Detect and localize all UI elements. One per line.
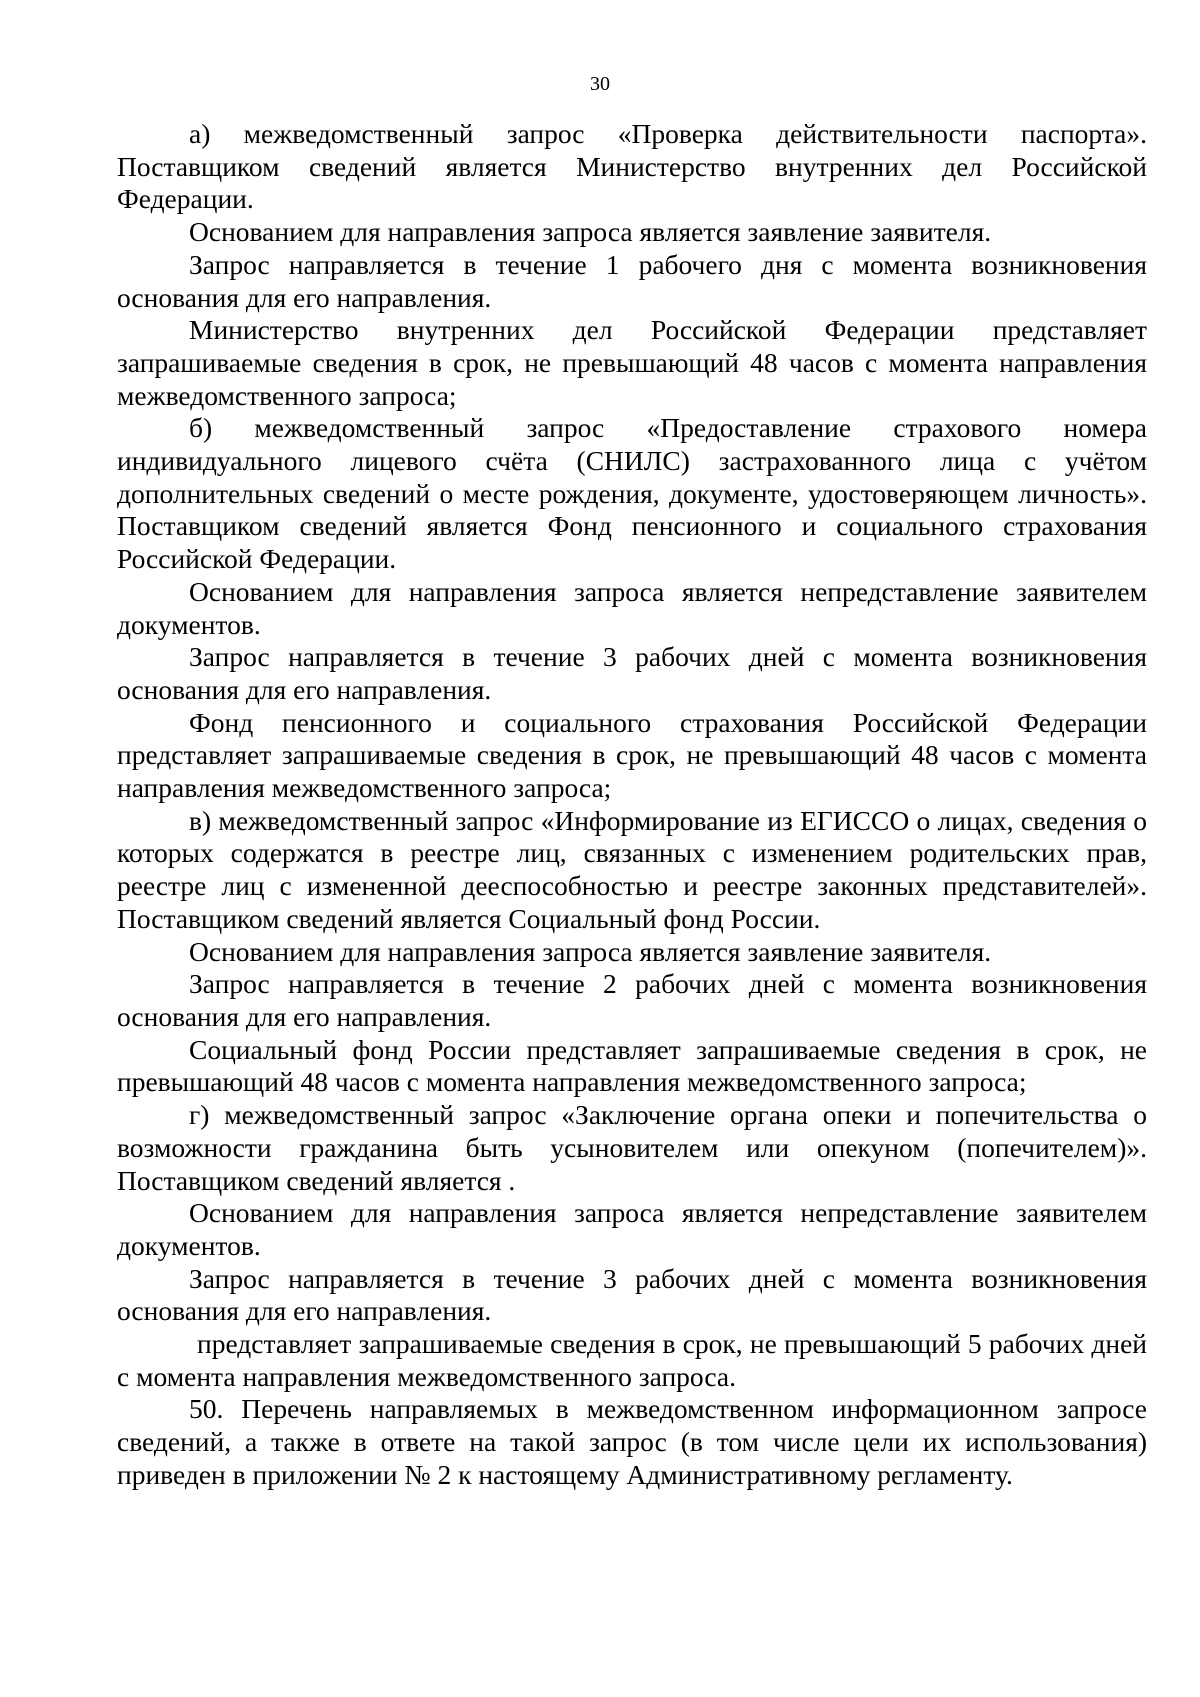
paragraph-basis: Основанием для направления запроса является заявление заявителя.: [189, 935, 992, 967]
paragraph-basis: Основанием для направления запроса является заявление заявителя.: [189, 216, 992, 248]
paragraph-a-passport-request: а) межведомственный запрос «Проверка действительности паспорта». Поставщиком сведений является Министерство внутренних дел Российской Федерации.: [117, 118, 1147, 215]
paragraph-deadline: Запрос направляется в течение 2 рабочих дней с момента возникновения основания для его направления.: [117, 968, 1147, 1032]
paragraph-v-egisso-request: в) межведомственный запрос «Информирование из ЕГИССО о лицах, сведения о которых содержатся в реестре лиц, связанных с изменением родительских прав, реестре лиц с измененной дееспособностью и реестре законных представителей». Поставщиком сведений является Социальный фонд России.: [117, 804, 1147, 934]
paragraph-deadline: Запрос направляется в течение 1 рабочего дня с момента возникновения основания для его направления.: [117, 248, 1147, 313]
paragraph-deadline: Запрос направляется в течение 3 рабочих дней с момента возникновения основания для его направления.: [117, 1262, 1147, 1327]
paragraph-g-guardianship-request: г) межведомственный запрос «Заключение органа опеки и попечительства о возможности гражданина быть усыновителем или опекуном (попечителем)». Поставщиком сведений является .: [117, 1099, 1147, 1196]
paragraph-response-term: представляет запрашиваемые сведения в срок, не превышающий 5 рабочих дней с момента направления межведомственного запроса.: [117, 1328, 1147, 1392]
document-body: [117, 118, 1147, 1492]
paragraph-50-list-of-data: 50. Перечень направляемых в межведомственном информационном запросе сведений, а также в ответе на такой запрос (в том числе цели их использования) приведен в приложении № 2 к настоящему Административному регламенту.: [117, 1393, 1147, 1490]
paragraph-basis: Основанием для направления запроса является непредставление заявителем документов.: [117, 575, 1147, 640]
paragraph-deadline: Запрос направляется в течение 3 рабочих дней с момента возникновения основания для его направления.: [117, 641, 1147, 705]
paragraph-response-term: Министерство внутренних дел Российской Федерации представляет запрашиваемые сведения в срок, не превышающий 48 часов с момента направления межведомственного запроса;: [117, 314, 1147, 411]
paragraph-response-term: Фонд пенсионного и социального страхования Российской Федерации представляет запрашиваемые сведения в срок, не превышающий 48 часов с момента направления межведомственного запроса;: [117, 706, 1147, 804]
page-number: 30: [590, 73, 610, 95]
paragraph-b-snils-request: б) межведомственный запрос «Предоставление страхового номера индивидуального лицевого счёта (СНИЛС) застрахованного лица с учётом дополнительных сведений о месте рождения, документе, удостоверяющем личность». Поставщиком сведений является Фонд пенсионного и социального страхования Российской Федерации.: [117, 412, 1147, 575]
paragraph-basis: Основанием для направления запроса является непредставление заявителем документов.: [117, 1197, 1147, 1261]
paragraph-response-term: Социальный фонд России представляет запрашиваемые сведения в срок, не превышающий 48 часов с момента направления межведомственного запроса;: [117, 1033, 1147, 1098]
